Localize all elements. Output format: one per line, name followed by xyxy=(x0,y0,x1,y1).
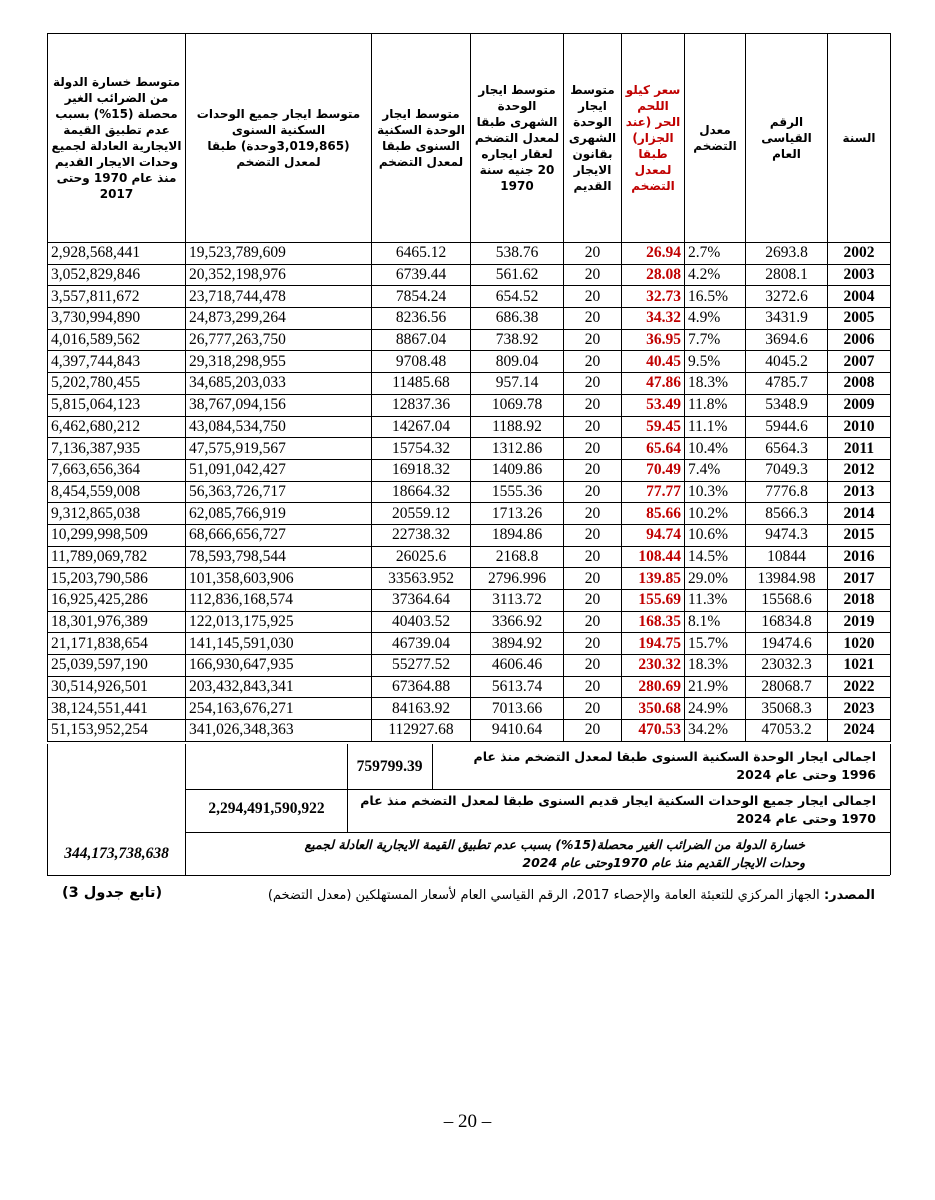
table-row xyxy=(48,546,891,568)
table-row xyxy=(48,676,891,698)
old-law-rent-cell: 20 xyxy=(564,394,622,416)
avg-monthly-rent-cell: 1894.86 xyxy=(471,524,564,546)
general-index-cell: 3431.9 xyxy=(746,308,828,330)
general-index-cell: 4785.7 xyxy=(746,373,828,395)
avg-yearly-rent-cell: 84163.92 xyxy=(372,698,471,720)
old-law-rent-cell: 20 xyxy=(564,351,622,373)
old-law-rent-cell: 20 xyxy=(564,481,622,503)
avg-yearly-rent-cell: 6465.12 xyxy=(372,243,471,265)
tax-loss-cell: 8,454,559,008 xyxy=(48,481,186,503)
all-units-rent-cell: 112,836,168,574 xyxy=(186,590,372,612)
inflation-rate-cell: 11.3% xyxy=(685,590,746,612)
avg-yearly-rent-cell: 6739.44 xyxy=(372,264,471,286)
old-law-rent-cell: 20 xyxy=(564,611,622,633)
table-row xyxy=(48,394,891,416)
avg-yearly-rent-cell: 15754.32 xyxy=(372,438,471,460)
inflation-rate-cell: 7.7% xyxy=(685,329,746,351)
year-cell: 2018 xyxy=(828,590,891,612)
tax-loss-cell: 9,312,865,038 xyxy=(48,503,186,525)
avg-monthly-rent-cell: 1312.86 xyxy=(471,438,564,460)
tax-loss-cell: 5,815,064,123 xyxy=(48,394,186,416)
general-index-cell: 28068.7 xyxy=(746,676,828,698)
summary-divider-2 xyxy=(185,832,890,833)
old-law-rent-cell: 20 xyxy=(564,308,622,330)
inflation-rate-cell: 11.8% xyxy=(685,394,746,416)
year-cell: 2023 xyxy=(828,698,891,720)
tax-loss-cell: 16,925,425,286 xyxy=(48,590,186,612)
all-units-rent-cell: 19,523,789,609 xyxy=(186,243,372,265)
all-units-rent-cell: 56,363,726,717 xyxy=(186,481,372,503)
table-body xyxy=(48,243,891,742)
tax-loss-cell: 3,052,829,846 xyxy=(48,264,186,286)
inflation-rate-cell: 29.0% xyxy=(685,568,746,590)
avg-monthly-rent-cell: 1555.36 xyxy=(471,481,564,503)
year-cell: 2015 xyxy=(828,524,891,546)
summary-divider-1 xyxy=(185,789,890,790)
year-cell: 2012 xyxy=(828,459,891,481)
general-index-cell: 3694.6 xyxy=(746,329,828,351)
meat-price-cell: 65.64 xyxy=(622,438,685,460)
meat-price-cell: 59.45 xyxy=(622,416,685,438)
inflation-rate-cell: 4.2% xyxy=(685,264,746,286)
meat-price-cell: 77.77 xyxy=(622,481,685,503)
inflation-rate-cell: 18.3% xyxy=(685,655,746,677)
year-cell: 2019 xyxy=(828,611,891,633)
general-index-cell: 23032.3 xyxy=(746,655,828,677)
table-row xyxy=(48,590,891,612)
avg-yearly-rent-cell: 18664.32 xyxy=(372,481,471,503)
year-cell: 1020 xyxy=(828,633,891,655)
general-index-cell: 5348.9 xyxy=(746,394,828,416)
all-units-rent-cell: 38,767,094,156 xyxy=(186,394,372,416)
avg-yearly-rent-cell: 40403.52 xyxy=(372,611,471,633)
old-law-rent-cell: 20 xyxy=(564,720,622,742)
all-units-rent-cell: 254,163,676,271 xyxy=(186,698,372,720)
tax-loss-cell: 10,299,998,509 xyxy=(48,524,186,546)
old-law-rent-cell: 20 xyxy=(564,243,622,265)
avg-yearly-rent-cell: 22738.32 xyxy=(372,524,471,546)
tax-loss-cell: 11,789,069,782 xyxy=(48,546,186,568)
inflation-rate-cell: 9.5% xyxy=(685,351,746,373)
avg-monthly-rent-cell: 9410.64 xyxy=(471,720,564,742)
table-row xyxy=(48,611,891,633)
old-law-rent-cell: 20 xyxy=(564,438,622,460)
old-law-rent-cell: 20 xyxy=(564,633,622,655)
tax-loss-cell: 7,136,387,935 xyxy=(48,438,186,460)
avg-yearly-rent-cell: 20559.12 xyxy=(372,503,471,525)
avg-monthly-rent-cell: 7013.66 xyxy=(471,698,564,720)
meat-price-cell: 53.49 xyxy=(622,394,685,416)
meat-price-cell: 194.75 xyxy=(622,633,685,655)
general-index-cell: 10844 xyxy=(746,546,828,568)
avg-monthly-rent-cell: 1713.26 xyxy=(471,503,564,525)
year-cell: 2014 xyxy=(828,503,891,525)
general-index-cell: 2808.1 xyxy=(746,264,828,286)
tax-loss-cell: 2,928,568,441 xyxy=(48,243,186,265)
tax-loss-cell: 15,203,790,586 xyxy=(48,568,186,590)
avg-monthly-rent-cell: 4606.46 xyxy=(471,655,564,677)
inflation-rate-cell: 21.9% xyxy=(685,676,746,698)
old-law-rent-cell: 20 xyxy=(564,524,622,546)
all-units-rent-cell: 23,718,744,478 xyxy=(186,286,372,308)
tax-loss-total-label: خسارة الدولة من الضرائب الغير محصلة(15%) بسبب عدم تطبيق القيمة الايجارية العادلة لجميع وحدات الايجار القديم منذ عام 1970وحتى عام 2024 xyxy=(304,837,805,870)
meat-price-cell: 26.94 xyxy=(622,243,685,265)
avg-monthly-rent-cell: 957.14 xyxy=(471,373,564,395)
inflation-rate-cell: 18.3% xyxy=(685,373,746,395)
general-index-cell: 8566.3 xyxy=(746,503,828,525)
tax-loss-cell: 25,039,597,190 xyxy=(48,655,186,677)
tax-loss-cell: 7,663,656,364 xyxy=(48,459,186,481)
tax-loss-cell: 4,016,589,562 xyxy=(48,329,186,351)
unit-total-value: 759799.39 xyxy=(356,758,423,775)
avg-monthly-rent-cell: 5613.74 xyxy=(471,676,564,698)
tax-loss-cell: 4,397,744,843 xyxy=(48,351,186,373)
avg-yearly-rent-cell: 7854.24 xyxy=(372,286,471,308)
tax-loss-cell: 38,124,551,441 xyxy=(48,698,186,720)
table-row xyxy=(48,351,891,373)
inflation-rate-cell: 4.9% xyxy=(685,308,746,330)
old-law-rent-cell: 20 xyxy=(564,698,622,720)
inflation-rate-cell: 8.1% xyxy=(685,611,746,633)
avg-yearly-rent-cell: 14267.04 xyxy=(372,416,471,438)
year-cell: 2008 xyxy=(828,373,891,395)
frame-bottom-line xyxy=(47,875,890,876)
all-units-rent-cell: 122,013,175,925 xyxy=(186,611,372,633)
all-units-rent-cell: 20,352,198,976 xyxy=(186,264,372,286)
avg-monthly-rent-cell: 2168.8 xyxy=(471,546,564,568)
inflation-rate-cell: 24.9% xyxy=(685,698,746,720)
inflation-rate-cell: 10.6% xyxy=(685,524,746,546)
general-index-cell: 13984.98 xyxy=(746,568,828,590)
table-continuation-note: (تابع جدول 3) xyxy=(62,885,163,901)
avg-yearly-rent-cell: 8236.56 xyxy=(372,308,471,330)
all-units-rent-cell: 43,084,534,750 xyxy=(186,416,372,438)
table-row xyxy=(48,416,891,438)
old-law-rent-cell: 20 xyxy=(564,459,622,481)
source-text: الجهاز المركزي للتعبئة العامة والإحصاء 2017، الرقم القياسي العام لأسعار المستهلكين (معدل التضخم) xyxy=(267,888,824,903)
year-cell: 2011 xyxy=(828,438,891,460)
avg-monthly-rent-cell: 1188.92 xyxy=(471,416,564,438)
tax-loss-cell: 30,514,926,501 xyxy=(48,676,186,698)
unit-total-label: اجمالى ايجار الوحدة السكنية السنوى طبقا لمعدل التضخم منذ عام 1996 وحتى عام 2024 xyxy=(473,749,876,782)
inflation-rate-cell: 10.3% xyxy=(685,481,746,503)
all-units-rent-cell: 141,145,591,030 xyxy=(186,633,372,655)
old-law-rent-cell: 20 xyxy=(564,590,622,612)
general-index-cell: 16834.8 xyxy=(746,611,828,633)
header-meat-price: سعر كيلو اللحم الحر (عند الجزار) طبقا لمعدل التضخم xyxy=(622,34,685,243)
avg-monthly-rent-cell: 1069.78 xyxy=(471,394,564,416)
tax-loss-cell: 6,462,680,212 xyxy=(48,416,186,438)
avg-monthly-rent-cell: 538.76 xyxy=(471,243,564,265)
header-avg-yearly-rent: متوسط ايجار الوحدة السكنية السنوى طبقا لمعدل التضخم xyxy=(372,34,471,243)
general-index-cell: 15568.6 xyxy=(746,590,828,612)
table-row xyxy=(48,633,891,655)
all-units-rent-cell: 68,666,656,727 xyxy=(186,524,372,546)
avg-yearly-rent-cell: 12837.36 xyxy=(372,394,471,416)
header-tax-loss: متوسط خسارة الدولة من الضرائب الغير محصلة (15%) بسبب عدم تطبيق القيمة الايجارية العادلة لجميع وحدات الايجار القديم منذ عام 1970 وحتى 2017 xyxy=(48,34,186,243)
header-general-index: الرقم القياسى العام xyxy=(746,34,828,243)
general-index-cell: 3272.6 xyxy=(746,286,828,308)
table-header-row xyxy=(48,34,891,243)
avg-monthly-rent-cell: 1409.86 xyxy=(471,459,564,481)
all-units-rent-cell: 78,593,798,544 xyxy=(186,546,372,568)
year-cell: 2002 xyxy=(828,243,891,265)
year-cell: 2022 xyxy=(828,676,891,698)
general-index-cell: 5944.6 xyxy=(746,416,828,438)
table-row xyxy=(48,524,891,546)
avg-yearly-rent-cell: 11485.68 xyxy=(372,373,471,395)
header-avg-monthly-rent: متوسط ايجار الوحدة الشهرى طبقا لمعدل التضخم لعقار ايجاره 20 جنيه سنة 1970 xyxy=(471,34,564,243)
old-law-rent-cell: 20 xyxy=(564,286,622,308)
meat-price-cell: 230.32 xyxy=(622,655,685,677)
meat-price-cell: 280.69 xyxy=(622,676,685,698)
inflation-rate-cell: 16.5% xyxy=(685,286,746,308)
year-cell: 2010 xyxy=(828,416,891,438)
all-units-rent-cell: 203,432,843,341 xyxy=(186,676,372,698)
year-cell: 2007 xyxy=(828,351,891,373)
table-row xyxy=(48,329,891,351)
avg-monthly-rent-cell: 561.62 xyxy=(471,264,564,286)
avg-yearly-rent-cell: 37364.64 xyxy=(372,590,471,612)
general-index-cell: 9474.3 xyxy=(746,524,828,546)
meat-price-cell: 36.95 xyxy=(622,329,685,351)
year-cell: 2016 xyxy=(828,546,891,568)
table-row xyxy=(48,264,891,286)
general-index-cell: 47053.2 xyxy=(746,720,828,742)
year-cell: 2006 xyxy=(828,329,891,351)
general-index-cell: 4045.2 xyxy=(746,351,828,373)
avg-yearly-rent-cell: 33563.952 xyxy=(372,568,471,590)
inflation-rate-cell: 10.4% xyxy=(685,438,746,460)
inflation-rate-cell: 2.7% xyxy=(685,243,746,265)
inflation-rate-cell: 14.5% xyxy=(685,546,746,568)
header-year: السنة xyxy=(828,34,891,243)
general-index-cell: 2693.8 xyxy=(746,243,828,265)
avg-yearly-rent-cell: 9708.48 xyxy=(372,351,471,373)
table-row xyxy=(48,503,891,525)
old-law-rent-cell: 20 xyxy=(564,416,622,438)
meat-price-cell: 470.53 xyxy=(622,720,685,742)
table-row xyxy=(48,438,891,460)
header-all-units-rent: متوسط ايجار جميع الوحدات السكنية السنوى (3,019,865وحدة) طبقا لمعدل التضخم xyxy=(186,34,372,243)
inflation-rate-cell: 11.1% xyxy=(685,416,746,438)
source-note xyxy=(235,888,875,903)
general-index-cell: 6564.3 xyxy=(746,438,828,460)
tax-loss-cell: 51,153,952,254 xyxy=(48,720,186,742)
avg-yearly-rent-cell: 67364.88 xyxy=(372,676,471,698)
avg-yearly-rent-cell: 8867.04 xyxy=(372,329,471,351)
tax-loss-cell: 18,301,976,389 xyxy=(48,611,186,633)
header-old-law-rent: متوسط ايجار الوحدة الشهرى بقانون الايجار القديم xyxy=(564,34,622,243)
table-row xyxy=(48,698,891,720)
all-units-rent-cell: 62,085,766,919 xyxy=(186,503,372,525)
tax-loss-cell: 5,202,780,455 xyxy=(48,373,186,395)
meat-price-cell: 47.86 xyxy=(622,373,685,395)
meat-price-cell: 32.73 xyxy=(622,286,685,308)
meat-price-cell: 34.32 xyxy=(622,308,685,330)
old-law-rent-cell: 20 xyxy=(564,329,622,351)
meat-price-cell: 40.45 xyxy=(622,351,685,373)
inflation-rate-cell: 7.4% xyxy=(685,459,746,481)
year-cell: 2017 xyxy=(828,568,891,590)
meat-price-cell: 28.08 xyxy=(622,264,685,286)
all-units-rent-cell: 29,318,298,955 xyxy=(186,351,372,373)
avg-monthly-rent-cell: 3113.72 xyxy=(471,590,564,612)
frame-right-line xyxy=(890,744,891,875)
old-law-rent-cell: 20 xyxy=(564,503,622,525)
page-number: – 20 – xyxy=(443,1111,492,1132)
avg-yearly-rent-cell: 55277.52 xyxy=(372,655,471,677)
old-law-rent-cell: 20 xyxy=(564,373,622,395)
year-cell: 2003 xyxy=(828,264,891,286)
table-row xyxy=(48,286,891,308)
table-row xyxy=(48,720,891,742)
old-law-rent-cell: 20 xyxy=(564,264,622,286)
meat-price-cell: 94.74 xyxy=(622,524,685,546)
meat-price-cell: 85.66 xyxy=(622,503,685,525)
avg-yearly-rent-cell: 26025.6 xyxy=(372,546,471,568)
general-index-cell: 19474.6 xyxy=(746,633,828,655)
avg-monthly-rent-cell: 738.92 xyxy=(471,329,564,351)
inflation-rate-cell: 34.2% xyxy=(685,720,746,742)
source-label: المصدر: xyxy=(823,888,875,903)
old-law-rent-cell: 20 xyxy=(564,655,622,677)
all-units-rent-cell: 47,575,919,567 xyxy=(186,438,372,460)
inflation-rent-table xyxy=(47,33,891,742)
table-row xyxy=(48,481,891,503)
table-row xyxy=(48,459,891,481)
year-cell: 2024 xyxy=(828,720,891,742)
old-law-rent-cell: 20 xyxy=(564,546,622,568)
all-units-total-label: اجمالى ايجار جميع الوحدات السكنية ايجار قديم السنوى طبقا لمعدل التضخم منذ عام 1970 وحتى عام 2024 xyxy=(360,793,876,826)
meat-price-cell: 108.44 xyxy=(622,546,685,568)
tax-loss-total-value: 344,173,738,638 xyxy=(64,845,169,862)
meat-price-cell: 155.69 xyxy=(622,590,685,612)
all-units-rent-cell: 341,026,348,363 xyxy=(186,720,372,742)
year-cell: 2013 xyxy=(828,481,891,503)
year-cell: 2004 xyxy=(828,286,891,308)
avg-monthly-rent-cell: 2796.996 xyxy=(471,568,564,590)
year-cell: 2005 xyxy=(828,308,891,330)
general-index-cell: 7049.3 xyxy=(746,459,828,481)
inflation-rate-cell: 15.7% xyxy=(685,633,746,655)
all-units-total-value: 2,294,491,590,922 xyxy=(208,800,325,817)
avg-yearly-rent-cell: 112927.68 xyxy=(372,720,471,742)
tax-loss-cell: 3,557,811,672 xyxy=(48,286,186,308)
general-index-cell: 35068.3 xyxy=(746,698,828,720)
old-law-rent-cell: 20 xyxy=(564,568,622,590)
all-units-rent-cell: 24,873,299,264 xyxy=(186,308,372,330)
year-cell: 1021 xyxy=(828,655,891,677)
unit-total-right-line xyxy=(432,744,433,789)
avg-monthly-rent-cell: 809.04 xyxy=(471,351,564,373)
general-index-cell: 7776.8 xyxy=(746,481,828,503)
year-cell: 2009 xyxy=(828,394,891,416)
avg-monthly-rent-cell: 3894.92 xyxy=(471,633,564,655)
table-row xyxy=(48,308,891,330)
meat-price-cell: 350.68 xyxy=(622,698,685,720)
table-row xyxy=(48,373,891,395)
meat-price-cell: 139.85 xyxy=(622,568,685,590)
all-units-rent-cell: 166,930,647,935 xyxy=(186,655,372,677)
table-row xyxy=(48,243,891,265)
table-row xyxy=(48,568,891,590)
meat-price-cell: 70.49 xyxy=(622,459,685,481)
all-units-rent-cell: 34,685,203,033 xyxy=(186,373,372,395)
inflation-rate-cell: 10.2% xyxy=(685,503,746,525)
old-law-rent-cell: 20 xyxy=(564,676,622,698)
tax-loss-cell: 3,730,994,890 xyxy=(48,308,186,330)
all-total-right-line xyxy=(347,789,348,832)
avg-yearly-rent-cell: 46739.04 xyxy=(372,633,471,655)
avg-monthly-rent-cell: 654.52 xyxy=(471,286,564,308)
header-inflation-rate: معدل التضخم xyxy=(685,34,746,243)
all-units-rent-cell: 51,091,042,427 xyxy=(186,459,372,481)
table-row xyxy=(48,655,891,677)
all-units-rent-cell: 101,358,603,906 xyxy=(186,568,372,590)
all-units-rent-cell: 26,777,263,750 xyxy=(186,329,372,351)
avg-monthly-rent-cell: 686.38 xyxy=(471,308,564,330)
tax-loss-cell: 21,171,838,654 xyxy=(48,633,186,655)
meat-price-cell: 168.35 xyxy=(622,611,685,633)
avg-monthly-rent-cell: 3366.92 xyxy=(471,611,564,633)
avg-yearly-rent-cell: 16918.32 xyxy=(372,459,471,481)
